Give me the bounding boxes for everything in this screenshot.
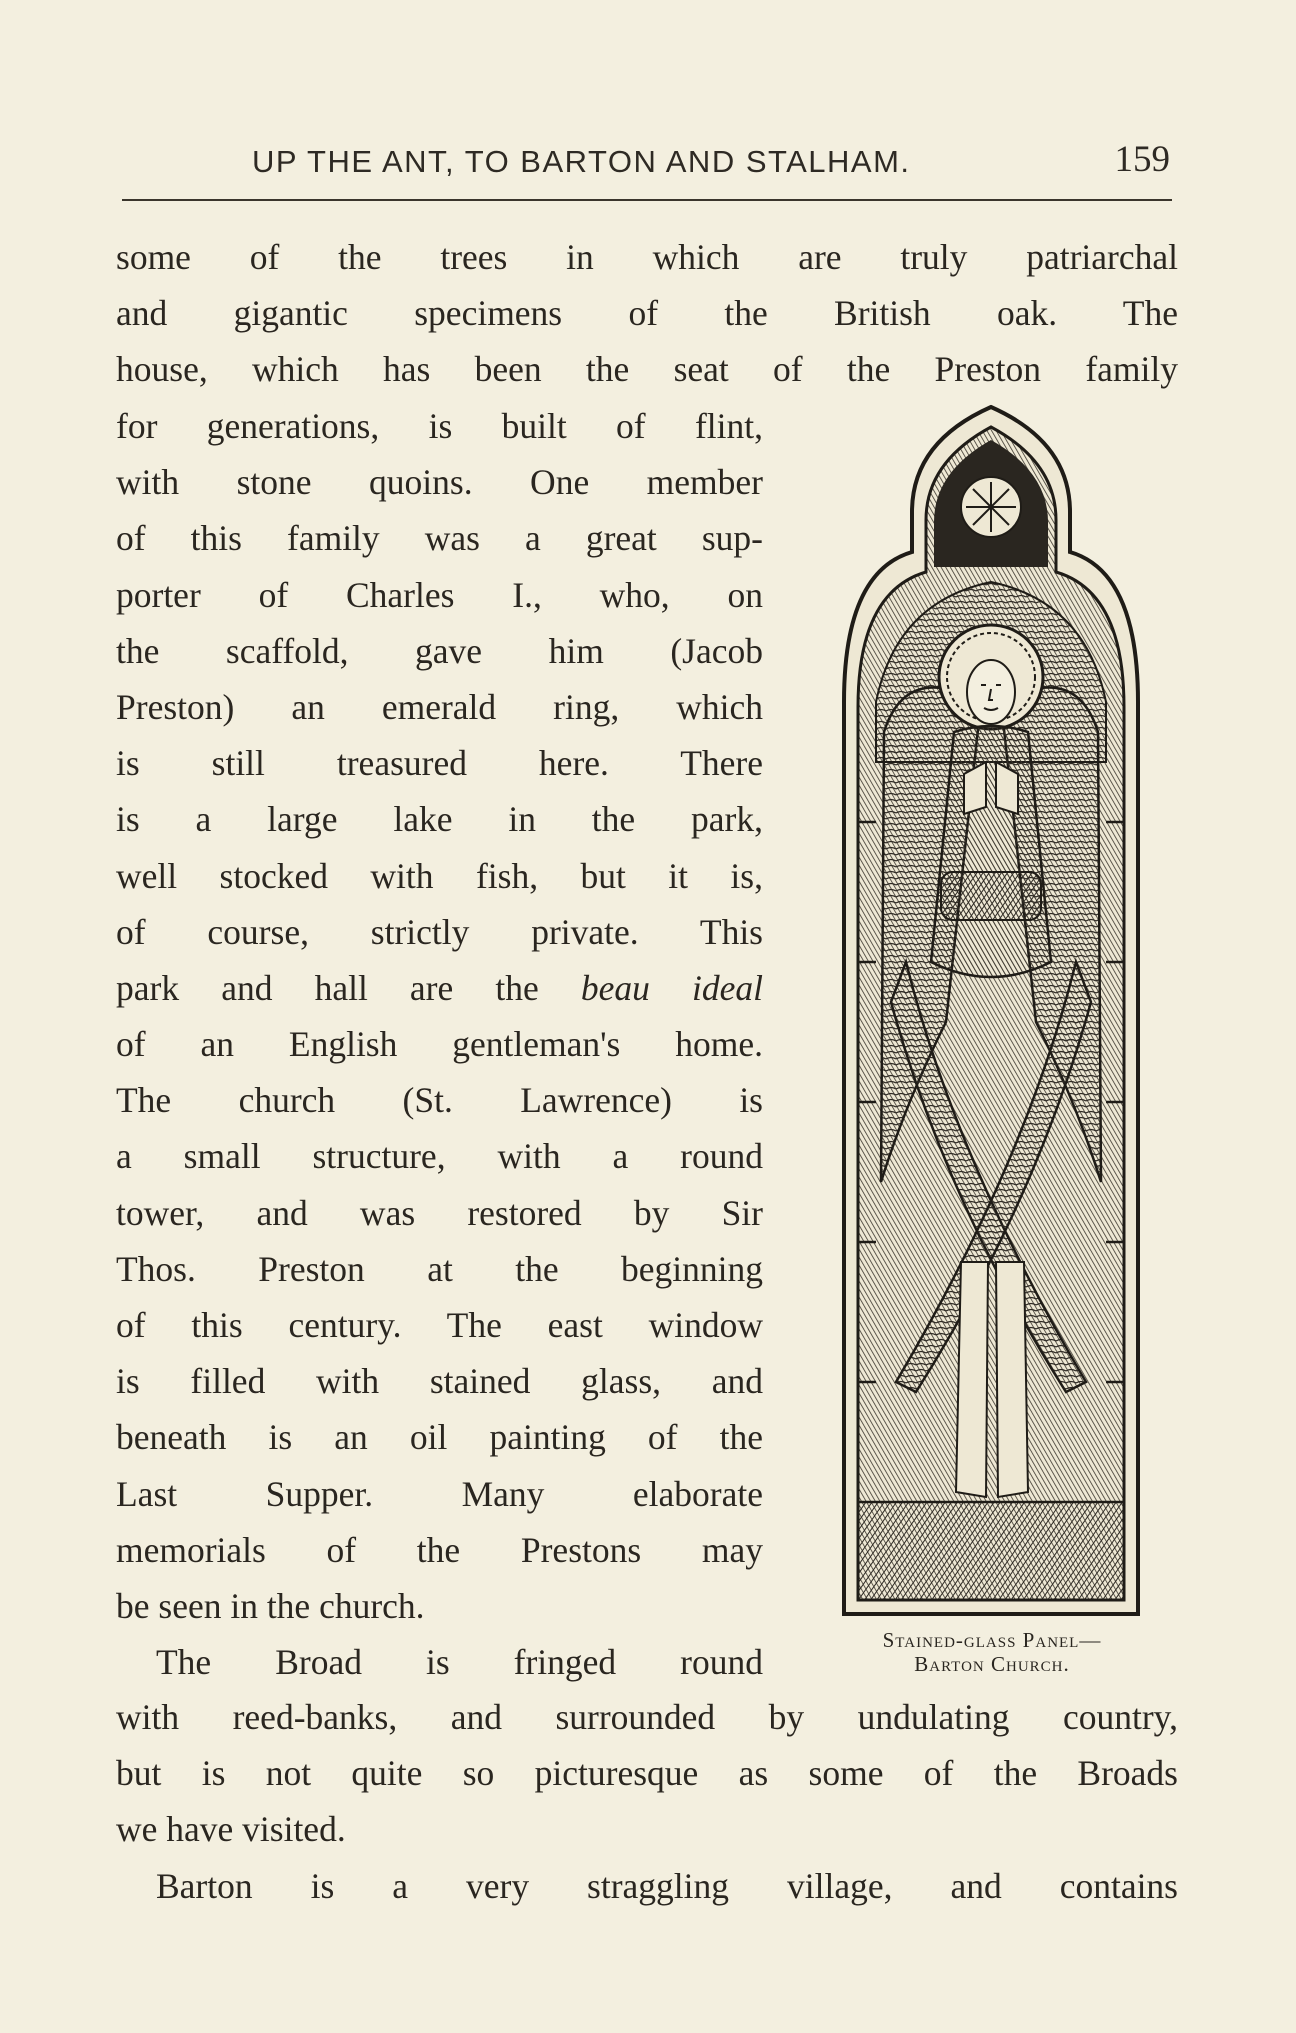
header-rule	[122, 199, 1172, 201]
sun-rays	[966, 482, 1016, 532]
text-line: beneath is an oil painting of the	[116, 1417, 763, 1458]
figure-caption	[824, 1628, 1160, 1676]
text-line: is filled with stained glass, and	[116, 1361, 763, 1402]
running-title: UP THE ANT, TO BARTON AND STALHAM.	[252, 144, 911, 179]
paragraph-barton	[116, 1858, 1178, 1914]
text-line: house, which has been the seat of the Preston family	[116, 349, 1178, 390]
text-line: and gigantic specimens of the British oak. The	[116, 293, 1178, 334]
angel-girdle	[941, 872, 1041, 920]
text-line: Barton is a very straggling village, and contains	[156, 1866, 1178, 1906]
text-line: of an English gentleman's home.	[116, 1024, 763, 1065]
caption-line: Barton Church.	[914, 1652, 1070, 1676]
text-line: with reed-banks, and surrounded by undulating country,	[116, 1697, 1178, 1737]
running-header	[120, 138, 1170, 188]
stained-glass-illustration	[836, 402, 1146, 1620]
text-line: well stocked with fish, but it is,	[116, 855, 763, 896]
text-line: of course, strictly private. This	[116, 911, 763, 952]
text-line: we have visited.	[116, 1809, 346, 1850]
text-line: Last Supper. Many elaborate	[116, 1473, 763, 1514]
text-line: is still treasured here. There	[116, 743, 763, 784]
text-line: but is not quite so picturesque as some of the Broads	[116, 1753, 1178, 1794]
text-line-with-italic	[116, 960, 763, 1016]
text-line: porter of Charles I., who, on	[116, 574, 763, 615]
text-line: memorials of the Prestons may	[116, 1529, 763, 1570]
page-number: 159	[1114, 139, 1170, 180]
text-line: tower, and was restored by Sir	[116, 1192, 763, 1233]
text-line: The church (St. Lawrence) is	[116, 1080, 763, 1121]
text-line: some of the trees in which are truly patriarchal	[116, 237, 1178, 277]
text-line: the scaffold, gave him (Jacob	[116, 630, 763, 671]
text-line: with stone quoins. One member	[116, 462, 763, 503]
text-line: of this century. The east window	[116, 1305, 763, 1345]
paragraph-broad	[116, 1689, 1178, 1858]
text-line: a small structure, with a round	[116, 1136, 763, 1177]
text-line: for generations, is built of flint,	[116, 406, 763, 446]
caption-line: Stained-glass Panel—	[882, 1628, 1102, 1652]
window-base	[858, 1502, 1124, 1600]
paragraph-wrapped	[116, 398, 763, 1690]
text-line: be seen in the church.	[116, 1585, 425, 1626]
text-line: Thos. Preston at the beginning	[116, 1248, 763, 1289]
text-line: is a large lake in the park,	[116, 799, 763, 840]
text-line: of this family was a great sup-	[116, 518, 763, 559]
text-segment: park and hall are the	[116, 967, 539, 1008]
text-line: The Broad is fringed round	[156, 1642, 763, 1683]
italic-phrase: beau ideal	[580, 967, 763, 1008]
text-line: Preston) an emerald ring, which	[116, 686, 763, 727]
paragraph-opening	[116, 229, 1178, 398]
